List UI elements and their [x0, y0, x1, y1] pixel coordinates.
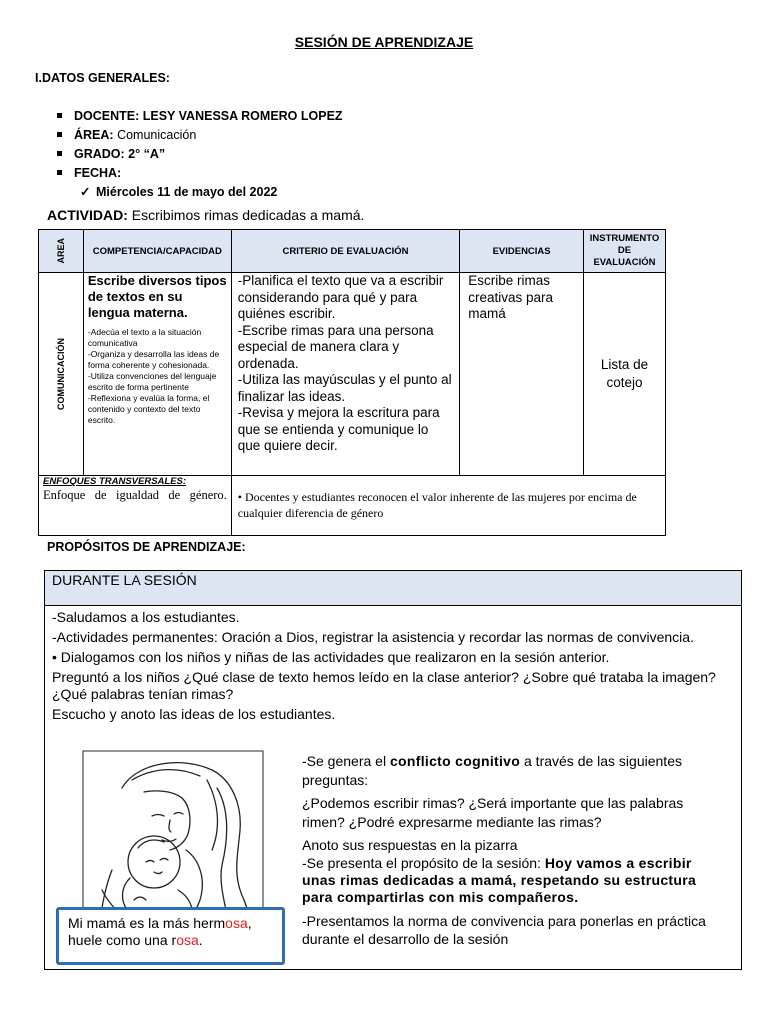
rhyme-caption-box [56, 907, 285, 965]
competencia-cell [83, 273, 231, 476]
proposito-paragraph: -Se presenta el propósito de la sesión: Hoy vamos a escribir unas rimas dedicadas a mamá, respetando su estructura para compartirlas con mis compañeros. [302, 855, 697, 905]
fecha-value: Miércoles 11 de mayo del 2022 [96, 185, 278, 199]
criterio-item: -Revisa y mejora la escritura para que se entienda y comunique lo que quiere decir. [237, 405, 440, 453]
actividad-value: Escribimos rimas dedicadas a mamá. [131, 207, 365, 223]
header-evidencias: EVIDENCIAS [460, 230, 584, 273]
area-cell [39, 273, 84, 476]
docente-text: DOCENTE: LESY VANESSA ROMERO LOPEZ [74, 109, 343, 123]
proposito-bold: Hoy vamos a escribir unas rimas dedicadas a mamá, respetando su estructura para compartirlas con mis compañeros. [302, 855, 697, 905]
fecha-value-item [80, 184, 277, 199]
docente-item [57, 107, 343, 126]
criterio-item: -Planifica el texto que va a escribir considerando para qué y para quiénes escribir. [237, 273, 444, 321]
rhyme-line-1: Mi mamá es la más hermosa, [68, 915, 252, 931]
questions-paragraph: ¿Podemos escribir rimas? ¿Será importante que las palabras rimen? ¿Podré expresarme mediante las rimas? [302, 795, 684, 830]
propositos-heading: PROPÓSITOS DE APRENDIZAJE: [47, 540, 246, 554]
session-paragraph: Preguntó a los niños ¿Qué clase de texto hemos leído en la clase anterior? ¿Sobre qué trataba la imagen? ¿Qué palabras tenían rimas? [52, 669, 716, 702]
evidencias-cell: Escribe rimas creativas para mamá [460, 273, 584, 476]
area-cell-text: COMUNICACIÓN [55, 338, 66, 410]
header-criterio: CRITERIO DE EVALUACIÓN [231, 230, 459, 273]
evaluation-table [38, 229, 666, 536]
fecha-item [57, 164, 121, 183]
capacidad-item: -Reflexiona y evalúa la forma, el contenido y contexto del texto escrito. [87, 393, 210, 425]
grado-text: GRADO: 2° “A” [74, 147, 166, 161]
header-area: AREA [39, 230, 84, 273]
session-paragraph: • Dialogamos con los niños y niñas de las actividades que realizaron en la sesión anterior. [52, 649, 610, 665]
criterio-item: -Escribe rimas para una persona especial de manera clara y ordenada. [237, 322, 434, 371]
bullet-square-icon [57, 170, 62, 175]
grado-item [57, 145, 165, 164]
area-value: Comunicación [117, 128, 197, 142]
enfoque-left-text: Enfoque de igualdad de género. [43, 488, 227, 502]
section-heading-datos: I.DATOS GENERALES: [35, 71, 170, 85]
header-instrumento: INSTRUMENTO DE EVALUACIÓN [584, 230, 666, 273]
conflicto-bold: conflicto cognitivo [389, 753, 521, 769]
rhyme-line-2: huele como una rosa. [68, 932, 203, 948]
bullet-square-icon [57, 132, 62, 137]
actividad-line [47, 207, 364, 223]
header-competencia: COMPETENCIA/CAPACIDAD [83, 230, 231, 273]
enfoque-left-cell [39, 476, 232, 536]
enfoques-row [39, 476, 666, 536]
session-paragraph: -Actividades permanentes: Oración a Dios, registrar la asistencia y recordar las normas de convivencia. [52, 629, 694, 645]
capacidades-list [84, 321, 231, 426]
table-row [39, 273, 666, 476]
criterio-cell [231, 273, 459, 476]
enfoques-heading: ENFOQUES TRANSVERSALES: [43, 476, 187, 487]
session-body [52, 609, 732, 726]
anoto-paragraph: Anoto sus respuestas en la pizarra [302, 837, 518, 853]
session-paragraph: Escucho y anoto las ideas de los estudiantes. [52, 706, 336, 722]
page-title: SESIÓN DE APRENDIZAJE [294, 34, 474, 50]
enfoque-right-text: • Docentes y estudiantes reconocen el valor inherente de las mujeres por encima de cualquier diferencia de género [231, 476, 665, 536]
session-heading: DURANTE LA SESIÓN [45, 571, 741, 606]
area-label: ÁREA: [74, 128, 114, 142]
rhyme-highlight: osa [176, 932, 199, 948]
bullet-square-icon [57, 113, 62, 118]
session-right-column [302, 752, 722, 952]
norma-paragraph: -Presentamos la norma de convivencia para ponerlas en práctica durante el desarrollo de la sesión [302, 913, 706, 947]
capacidad-item: -Utiliza convenciones del lenguaje escrito de forma pertinente [87, 371, 217, 392]
capacidad-item: -Adecúa el texto a la situación comunicativa [87, 327, 202, 348]
instrumento-cell: Lista de cotejo [584, 273, 666, 476]
session-paragraph: -Saludamos a los estudiantes. [52, 609, 240, 625]
capacidad-item: -Organiza y desarrolla las ideas de forma coherente y cohesionada. [87, 349, 220, 370]
criterio-item: -Utiliza las mayúsculas y el punto al finalizar las ideas. [237, 372, 452, 404]
area-item [57, 126, 196, 145]
competencia-title: Escribe diversos tipos de textos en su lengua materna. [87, 273, 227, 320]
table-header-row [39, 230, 666, 273]
bullet-square-icon [57, 151, 62, 156]
fecha-label: FECHA: [74, 166, 122, 180]
conflicto-paragraph: -Se genera el conflicto cognitivo a través de las siguientes preguntas: [302, 753, 682, 788]
actividad-label: ACTIVIDAD: [47, 207, 128, 223]
checkmark-icon: ✓ [80, 185, 91, 199]
rhyme-highlight: osa [225, 915, 248, 931]
